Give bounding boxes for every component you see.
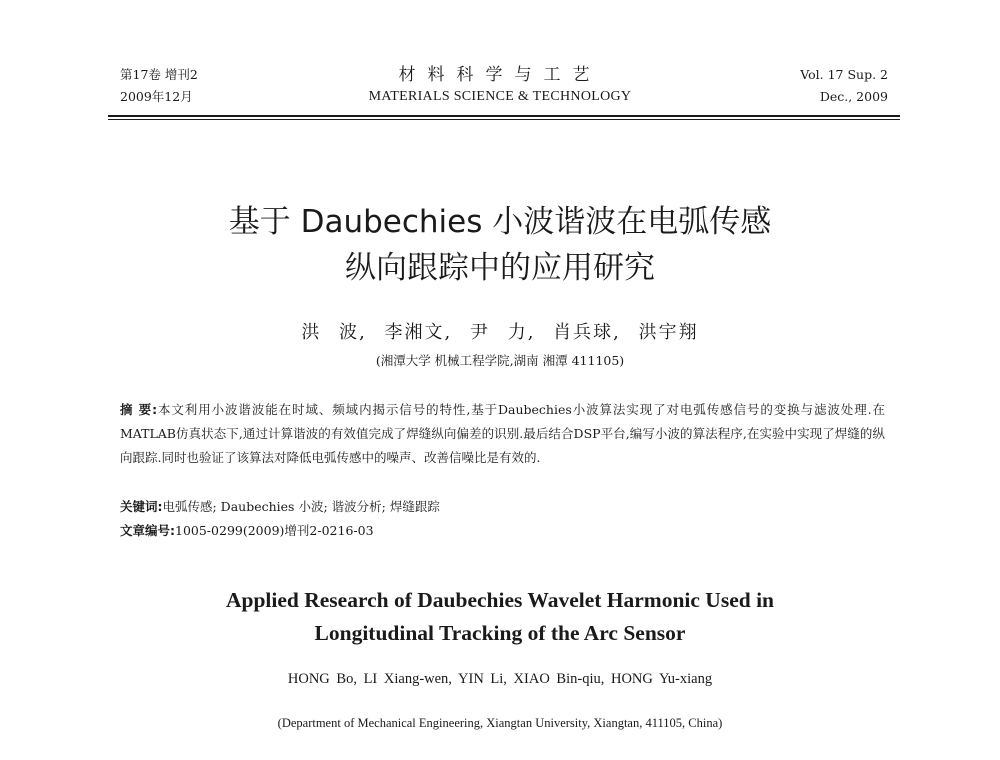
article-number-text: 1005-0299(2009)增刊2-0216-03 [175, 523, 374, 538]
paper-title-cn-line1: 基于 Daubechies 小波谐波在电弧传感 [228, 204, 772, 240]
header-rule-thick [108, 115, 900, 117]
abstract-text: 本文利用小波谐波能在时域、频域内揭示信号的特性,基于Daubechies小波算法实现了对电弧传感信号的变换与滤波处理.在MATLAB仿真状态下,通过计算谐波的有效值完成了焊缝纵向偏差的识别.最后结合DSP平台,编写小波的算法程序,在实验中实现了焊缝的纵向跟踪.同时也验证了该算法对降低电弧传感中的噪声、改善信噪比是有效的. [120, 402, 886, 465]
affiliation-cn: (湘潭大学 机械工程学院,湖南 湘潭 411105) [375, 353, 625, 368]
affiliation-en: (Department of Mechanical Engineering, Xiangtan University, Xiangtan, 411105, China) [277, 716, 723, 730]
header-date-en: Dec., 2009 [819, 89, 888, 104]
article-number-label: 文章编号: [120, 523, 175, 538]
paper-title-en-line1: Applied Research of Daubechies Wavelet Harmonic Used in [225, 588, 775, 612]
authors-cn: 洪 波, 李湘文, 尹 力, 肖兵球, 洪宇翔 [301, 322, 699, 343]
keywords-cn [120, 496, 440, 518]
header-volume-issue: 第17卷 增刊2 [120, 67, 198, 82]
keywords-text: 电弧传感; Daubechies 小波; 谐波分析; 焊缝跟踪 [162, 499, 440, 514]
header-volume-info-en [800, 64, 888, 108]
article-number [120, 520, 374, 542]
header-volume-en: Vol. 17 Sup. 2 [800, 67, 888, 82]
abstract-label: 摘 要: [120, 402, 158, 417]
keywords-label: 关键词: [120, 499, 163, 514]
journal-title-cn: 材料科学与工艺 [398, 65, 602, 85]
header-rule-thin [108, 119, 900, 120]
authors-en: HONG Bo, LI Xiang-wen, YIN Li, XIAO Bin-qiu, HONG Yu-xiang [287, 671, 713, 687]
paper-title-en-line2: Longitudinal Tracking of the Arc Sensor [314, 621, 686, 645]
journal-title-en: MATERIALS SCIENCE & TECHNOLOGY [368, 89, 632, 104]
abstract-cn [120, 398, 885, 470]
header-date-cn: 2009年12月 [120, 89, 193, 104]
paper-title-cn-line2: 纵向跟踪中的应用研究 [345, 250, 655, 286]
